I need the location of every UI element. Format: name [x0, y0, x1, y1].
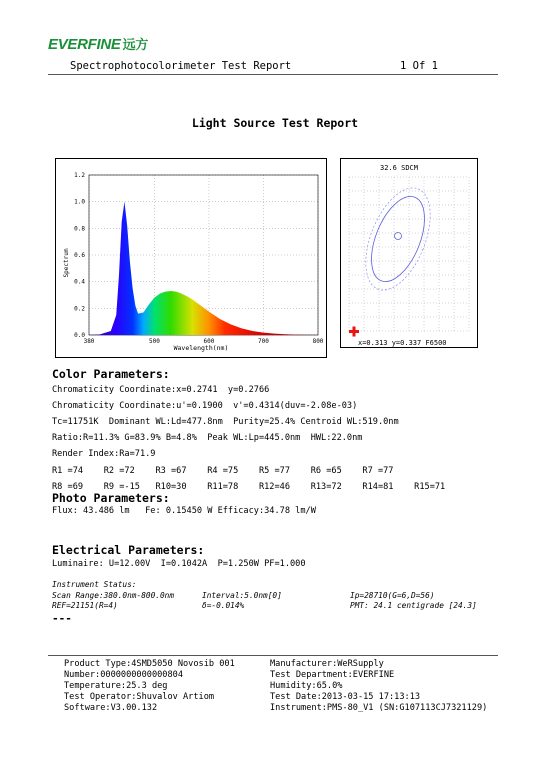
spectrum-chart-svg [56, 159, 326, 357]
scan-range: Scan Range:380.0nm-800.0nm [52, 591, 175, 600]
electrical-parameters-heading: Electrical Parameters: [52, 543, 205, 557]
spectrum-x-label: Wavelength(nm) [173, 344, 229, 352]
color-line-3: Tc=11751K Dominant WL:Ld=477.8nm Purity=25.4% Centroid WL:519.0nm [52, 417, 399, 427]
color-line-4: Ratio:R=11.3% G=83.9% B=4.8% Peak WL:Lp=445.0nm HWL:22.0nm [52, 433, 363, 443]
everfine-logo: EVERFINE 远方 [48, 36, 149, 53]
ref-value: REF=21151(R=4) [52, 601, 118, 610]
footer-software: Software:V3.00.132 [64, 703, 158, 713]
sdcm-label: 32.6 SDCM [380, 164, 418, 172]
color-line-2: Chromaticity Coordinate:u'=0.1900 v'=0.4314(duv=-2.08e-03) [52, 401, 358, 411]
footer-department: Test Department:EVERFINE [270, 670, 395, 680]
footer-number: Number:0000000000000804 [64, 670, 183, 680]
spectrum-y-tick-label: 0.6 [74, 252, 85, 259]
spectrum-x-tick-label: 500 [149, 338, 160, 345]
color-line-1: Chromaticity Coordinate:x=0.2741 y=0.2766 [52, 385, 270, 395]
spectrum-x-tick-label: 380 [83, 338, 95, 345]
spectrum-y-tick-label: 0.8 [74, 225, 85, 233]
footer-instrument: Instrument:PMS-80_V1 (SN:G107113CJ7321129) [270, 703, 488, 713]
footer-temperature: Temperature:25.3 deg [64, 681, 168, 691]
chromaticity-point [395, 233, 402, 240]
spectrum-y-tick-label: 0.2 [74, 305, 85, 313]
spectrum-y-tick-label: 0.0 [74, 332, 85, 339]
footer-product-type: Product Type:4SMD5050 Novosib 001 [64, 659, 235, 669]
footer-divider [48, 655, 498, 656]
footer-test-date: Test Date:2013-03-15 17:13:13 [270, 692, 421, 702]
footer-operator: Test Operator:Shuvalov Artiom [64, 692, 215, 702]
spectrum-y-label: Spectrum [63, 248, 70, 278]
photo-parameters-heading: Photo Parameters: [52, 491, 170, 505]
sdcm-ellipse-outer [353, 179, 444, 299]
ip-value: Ip=28710(G=6,D=56) [350, 591, 435, 600]
instrument-status-label: Instrument Status: [52, 580, 137, 589]
photo-line: Flux: 43.486 lm Fe: 0.15450 W Efficacy:34.78 lm/W [52, 506, 316, 516]
header-divider [48, 74, 498, 75]
chromaticity-annotation: x=0.313 y=0.337 F6500 [358, 339, 447, 347]
report-title: Light Source Test Report [191, 116, 359, 130]
red-cross-marker [349, 327, 359, 337]
scan-interval: Interval:5.0nm[0] [202, 591, 282, 600]
page-number: 1 Of 1 [400, 60, 438, 72]
footer-manufacturer: Manufacturer:WeRSupply [270, 659, 384, 669]
spectrum-x-tick-label: 800 [312, 338, 324, 345]
pmt-value: PMT: 24.1 centigrade [24.3] [350, 601, 477, 610]
color-line-5: Render Index:Ra=71.9 [52, 449, 156, 459]
color-parameters-heading: Color Parameters: [52, 367, 170, 381]
delta-value: δ=-0.014% [202, 601, 245, 610]
spectrum-chart [55, 158, 327, 358]
chromaticity-plot-svg [341, 159, 477, 347]
spectrum-x-tick-label: 600 [203, 338, 215, 345]
footer-humidity: Humidity:65.0% [270, 681, 343, 691]
render-index-row-1: R1 =74 R2 =72 R3 =67 R4 =75 R5 =77 R6 =65 R7 =77 [52, 466, 394, 476]
spectrum-y-tick-label: 0.4 [74, 278, 85, 286]
spectrum-x-tick-label: 700 [258, 338, 269, 345]
report-header-title: Spectrophotocolorimeter Test Report [70, 60, 292, 72]
chromaticity-plot [340, 158, 478, 348]
spectrum-area [89, 202, 318, 335]
spectrum-y-tick-label: 1.0 [74, 198, 85, 206]
dashes-separator: --- [52, 612, 72, 625]
render-index-row-2: R8 =69 R9 =-15 R10=30 R11=78 R12=46 R13=72 R14=81 R15=71 [52, 482, 446, 492]
spectrum-y-tick-label: 1.2 [74, 172, 85, 179]
electrical-line: Luminaire: U=12.00V I=0.1042A P=1.250W PF=1.000 [52, 559, 306, 569]
